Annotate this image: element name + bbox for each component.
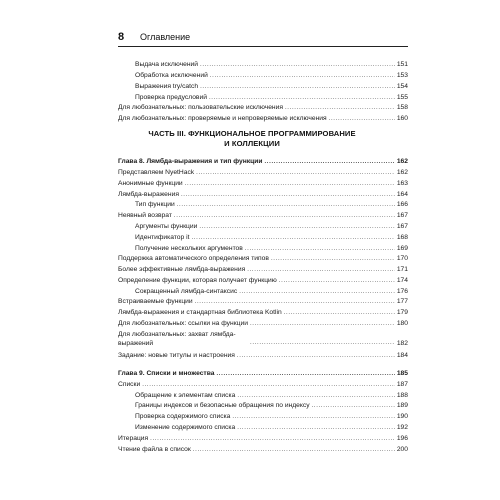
toc-entry: Чтение файла в список . . . 200 <box>118 445 408 455</box>
toc-entry: Идентификатор it . . . 168 <box>135 233 408 243</box>
toc-entry: Анонимные функции . . . 163 <box>118 179 408 189</box>
toc-entry: Выдача исключений . . . 151 <box>135 60 408 70</box>
toc-entry: Выражения try/catch . . . 154 <box>135 82 408 92</box>
part-heading-line1: ЧАСТЬ III. ФУНКЦИОНАЛЬНОЕ ПРОГРАММИРОВАНИЕ <box>148 129 356 138</box>
toc-entry: Обработка исключений . . . 153 <box>135 71 408 81</box>
toc-entry: Задание: новые титулы и настроения . . . 184 <box>118 351 408 361</box>
toc-entry: Для любознательных: проверяемые и непроверяемые исключения . . . 160 <box>118 114 408 124</box>
part-heading <box>140 129 364 149</box>
toc-entry: Тип функции . . . 166 <box>135 200 408 210</box>
toc-entry: Встраиваемые функции . . . 177 <box>118 297 408 307</box>
toc-entry: Сокращенный лямбда-синтаксис . . . 176 <box>135 287 408 297</box>
toc-entry: Лямбда-выражения и стандартная библиотека Kotlin . . . 179 <box>118 308 408 318</box>
toc-entry: Обращение к элементам списка . . . 188 <box>135 391 408 401</box>
toc-entry: Изменение содержимого списка . . . 192 <box>135 423 408 433</box>
running-title: Оглавление <box>140 32 191 42</box>
toc-entry: Получение нескольких аргументов . . . 169 <box>135 244 408 254</box>
toc-entry: Проверка содержимого списка . . . 190 <box>135 412 408 422</box>
toc-entry: Для любознательных: пользовательские исключения . . . 158 <box>118 103 408 113</box>
page-header <box>118 30 408 47</box>
toc-entry: Лямбда-выражения . . . 164 <box>118 190 408 200</box>
toc-entry: Для любознательных: ссылки на функции . . . 180 <box>118 319 408 329</box>
part-heading-line2: И КОЛЛЕКЦИИ <box>224 139 280 148</box>
toc-entry: Представляем NyetHack . . . 162 <box>118 168 408 178</box>
toc-entry: Итерация . . . 196 <box>118 434 408 444</box>
toc-entry: Поддержка автоматического определения типов . . . 170 <box>118 254 408 264</box>
toc-entry: Для любознательных: захват лямбда-выражений . . . 182 <box>118 330 408 348</box>
toc-entry: Проверка предусловий . . . 155 <box>135 93 408 103</box>
chapter-9-title: Глава 9. Списки и множества . . . 185 <box>118 369 408 379</box>
toc-entry: Более эффективные лямбда-выражения . . . 171 <box>118 265 408 275</box>
toc-entry: Границы индексов и безопасные обращения по индексу . . . 189 <box>135 401 408 411</box>
toc-entry: Неявный возврат . . . 167 <box>118 211 408 221</box>
toc-entry: Определение функции, которая получает функцию . . . 174 <box>118 276 408 286</box>
toc-entry: Аргументы функции . . . 167 <box>135 222 408 232</box>
page-number: 8 <box>118 31 125 43</box>
toc-entry: Списки . . . 187 <box>118 380 408 390</box>
chapter-8-title: Глава 8. Лямбда-выражения и тип функции . . . 162 <box>118 157 408 167</box>
